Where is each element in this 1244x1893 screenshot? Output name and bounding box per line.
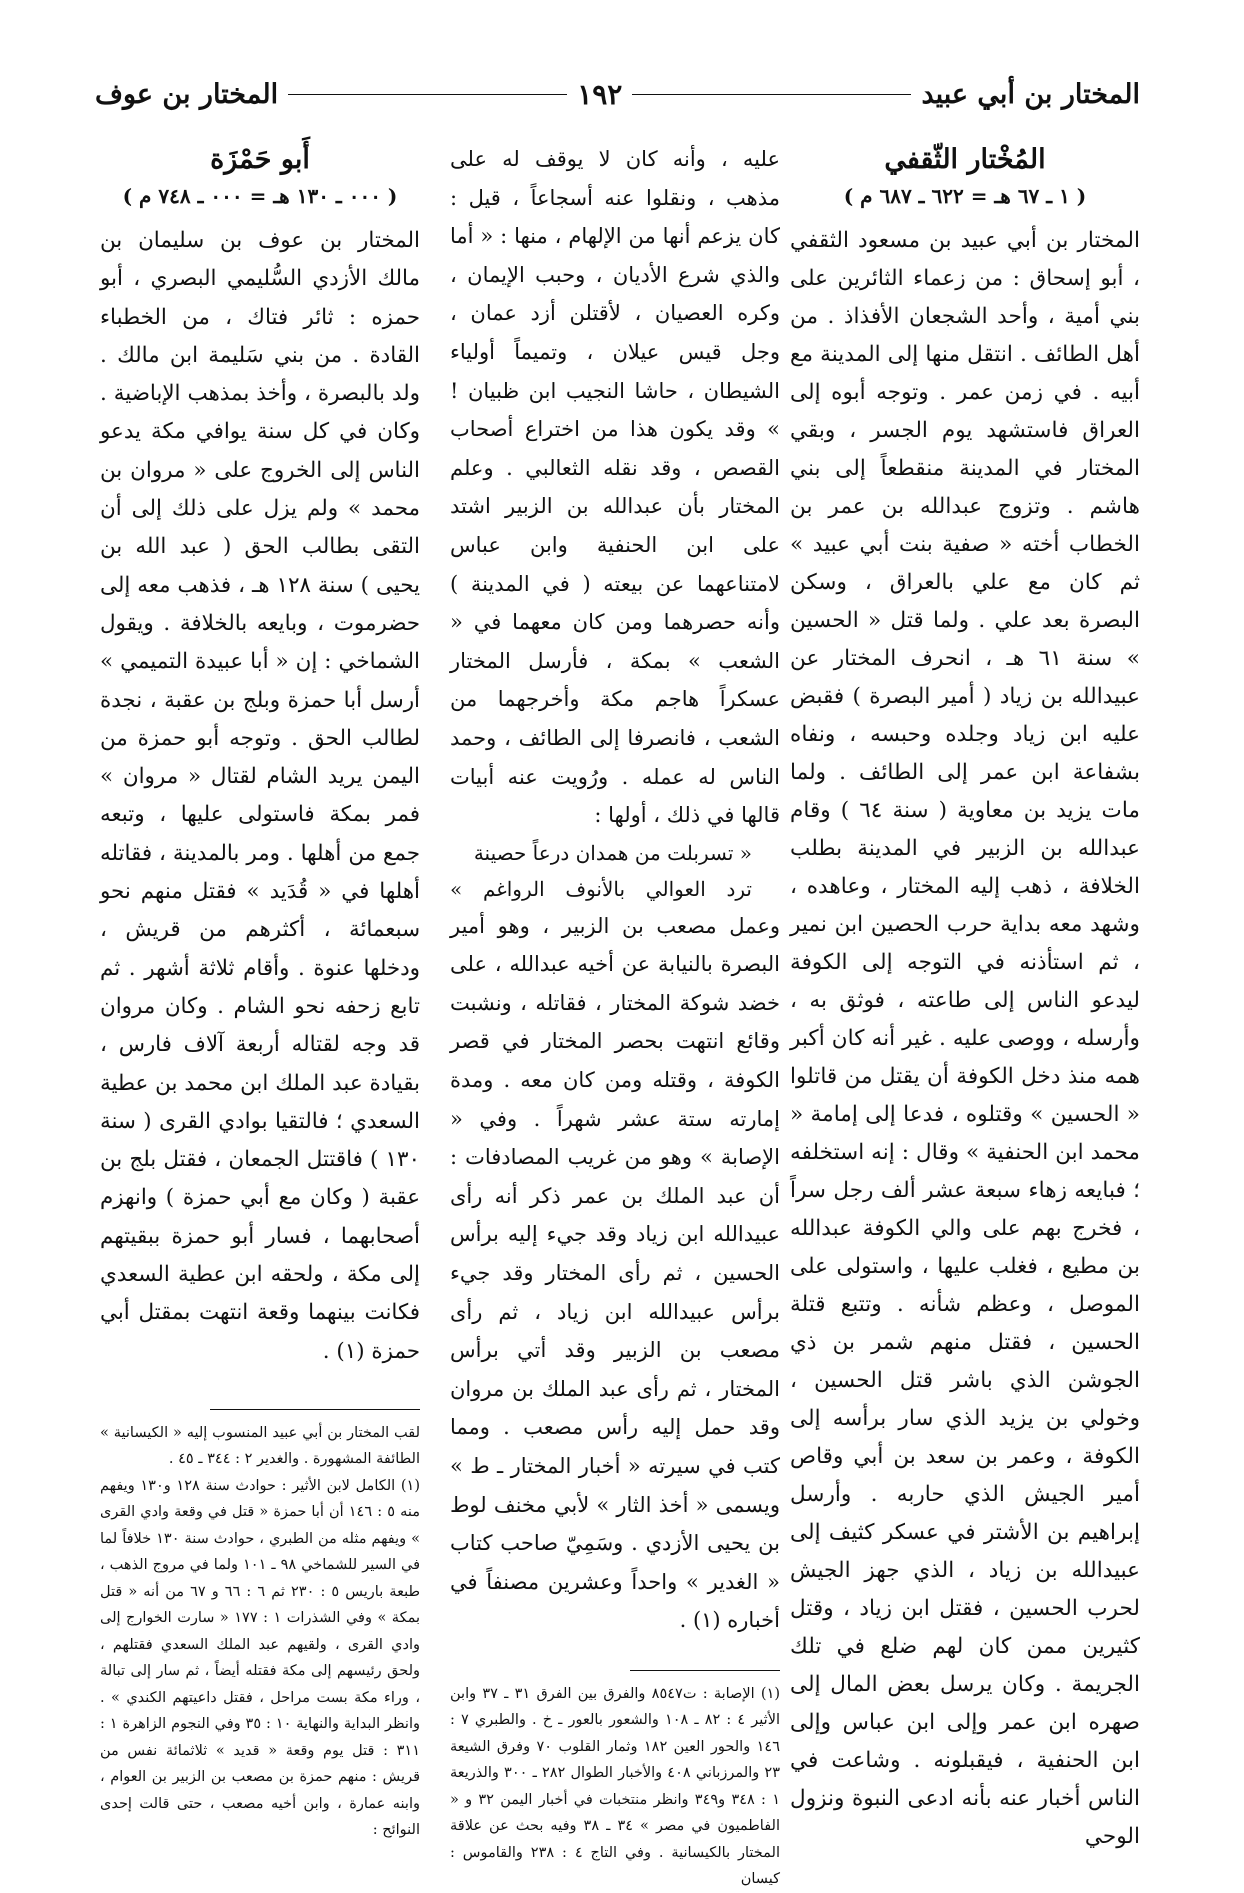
column-middle xyxy=(450,140,780,1893)
footnote-abu-hamza: (١) الكامل لابن الأثير : حوادث سنة ١٢٨ و١٣٠ ويفهم منه ٥ : ١٤٦ أن أبا حمزة « قتل في وقعة وادي القرى » ويفهم مثله من الطبري ، حوادث سنة ١٣٠ خلافاً لما في السير للشماخي ٩٨ ـ ١٠١ ولما في مروج الذهب ، طبعة باريس ٥ : ٢٣٠ ثم ٦ : ٦٦ و ٦٧ من أنه « قتل بمكة » وفي الشذرات ١ : ١٧٧ « سارت الخوارج إلى وادي القرى ، ولقيهم عبد الملك السعدي فقتلهم ، ولحق رئيسهم إلى مكة فقتله أيضاً ، ثم سار إلى تبالة ، وراء مكة بست مراحل ، فقتل داعيتهم الكندي » . وانظر البداية والنهاية ١٠ : ٣٥ وفي النجوم الزاهرة ١ : ٣١١ : قتل يوم وقعة « قديد » ثلاثمائة نفس من قريش : منهم حمزة بن مصعب بن الزبير بن العوام ، وابنه عمارة ، وابن أخيه مصعب ، حتى قالت إحدى النوائح : xyxy=(100,1477,421,1839)
entry-body-abu-hamza: المختار بن عوف بن سليمان بن مالك الأزدي السُّليمي البصري ، أبو حمزه : ثائر فتاك ، من الخطباء القادة . من بني سَليمة ابن مالك . ولد بالبصرة ، وأخذ بمذهب الإباضية . وكان في كل سنة يوافي مكة يدعو الناس إلى الخروج على « مروان بن محمد » ولم يزل على ذلك إلى أن التقى بطالب الحق ( عبد الله بن يحيى ) سنة ١٢٨ هـ ، فذهب معه إلى حضرموت ، وبايعه بالخلافة . ويقول الشماخي : إن « أبا عبيدة التميمي » أرسل أبا حمزة وبلج بن عقبة ، نجدة لطالب الحق . وتوجه أبو حمزة من اليمن يريد الشام لقتال « مروان » فمر بمكة فاستولى عليها ، وتبعه جمع من أهلها . ومر بالمدينة ، فقاتله أهلها في « قُدَيد » فقتل منهم نحو سبعمائة ، أكثرهم من قريش ، ودخلها عنوة . وأقام ثلاثة أشهر . ثم تابع زحفه نحو الشام . وكان مروان قد وجه لقتاله أربعة آلاف فارس ، بقيادة عبد الملك ابن محمد بن عطية السعدي ؛ فالتقيا بوادي القرى ( سنة ١٣٠ ) فاقتتل الجمعان ، فقتل بلج بن عقبة ( وكان مع أبي حمزة ) وانهزم أصحابهما ، فسار أبو حمزة ببقيتهم إلى مكة ، ولحقه ابن عطية السعدي فكانت بينهما وقعة انتهت بمقتل أبي حمزة (١) . xyxy=(100,228,420,1364)
footnote-rule xyxy=(630,1670,780,1671)
page-header xyxy=(95,70,1140,118)
entry-dates-abu-hamza: ( ٠٠٠ ـ ١٣٠ هـ = ٠٠٠ ـ ٧٤٨ م ) xyxy=(122,184,398,208)
verse-line-1: « تسربلت من همدان درعاً حصينة xyxy=(473,840,752,865)
running-title-left: المختار بن عوف xyxy=(94,78,279,110)
column-left xyxy=(100,140,420,1844)
running-title-right: المختار بن أبي عبيد xyxy=(921,78,1140,110)
page-number: ١٩٢ xyxy=(577,77,623,111)
footnote-continued: لقب المختار بن أبي عبيد المنسوب إليه « الكيسانية » الطائفة المشهورة . والغدير ٢ : ٣٤٤ ـ ٤٥ . xyxy=(100,1424,420,1468)
header-rule-right xyxy=(632,94,911,95)
verse-line-2: ترد العوالي بالأنوف الرواغم » xyxy=(450,876,752,901)
footnote-rule xyxy=(210,1409,420,1410)
column-right xyxy=(790,140,1140,1856)
entry-title-abu-hamza: أَبو حَمْزَة xyxy=(210,144,310,175)
header-rule-left xyxy=(288,94,567,95)
entry-body-mukhtar-thaqafi: المختار بن أبي عبيد بن مسعود الثقفي ، أبو إسحاق : من زعماء الثائرين على بني أمية ، وأحد الشجعان الأفذاذ . من أهل الطائف . انتقل منها إلى المدينة مع أبيه . في زمن عمر . وتوجه أبوه إلى العراق فاستشهد يوم الجسر ، وبقي المختار في المدينة منقطعاً إلى بني هاشم . وتزوج عبدالله بن عمر بن الخطاب أخته « صفية بنت أبي عبيد » ثم كان مع علي بالعراق ، وسكن البصرة بعد علي . ولما قتل « الحسين » سنة ٦١ هـ ، انحرف المختار عن عبيدالله بن زياد ( أمير البصرة ) فقبض عليه ابن زياد وجلده وحبسه ، ونفاه بشفاعة ابن عمر إلى الطائف . ولما مات يزيد بن معاوية ( سنة ٦٤ ) وقام عبدالله بن الزبير في المدينة بطلب الخلافة ، ذهب إليه المختار ، وعاهده ، وشهد معه بداية حرب الحصين ابن نمير ، ثم استأذنه في التوجه إلى الكوفة ليدعو الناس إلى طاعته ، فوثق به ، وأرسله ، ووصى عليه . غير أنه كان أكبر همه منذ دخل الكوفة أن يقتل من قاتلوا « الحسين » وقتلوه ، فدعا إلى إمامة « محمد ابن الحنفية » وقال : إنه استخلفه ؛ فبايعه زهاء سبعة عشر ألف رجل سراً ، فخرج بهم على والي الكوفة عبدالله بن مطيع ، فغلب عليها ، واستولى على الموصل ، وعظم شأنه . وتتبع قتلة الحسين ، فقتل منهم شمر بن ذي الجوشن الذي باشر قتل الحسين ، وخولي بن يزيد الذي سار برأسه إلى الكوفة ، وعمر بن سعد بن أبي وقاص أمير الجيش الذي حاربه . وأرسل إبراهيم بن الأشتر في عسكر كثيف إلى عبيدالله بن زياد ، الذي جهز الجيش لحرب الحسين ، فقتل ابن زياد ، وقتل كثيرين ممن كان لهم ضلع في تلك الجريمة . وكان يرسل بعض المال إلى صهره ابن عمر وإلى ابن عباس وإلى ابن الحنفية ، فيقبلونه . وشاعت في الناس أخبار عنه بأنه ادعى النبوة ونزول الوحي xyxy=(790,228,1140,1849)
footnote-mukhtar-thaqafi: (١) الإصابة : ت٨٥٤٧ والفرق بين الفرق ٣١ ـ ٣٧ وابن الأثير ٤ : ٨٢ ـ ١٠٨ والشعور بالعور ـ خ . والطبري ٧ : ١٤٦ والحور العين ١٨٢ وثمار القلوب ٧٠ وفرق الشيعة ٢٣ والمرزباني ٤٠٨ والأخبار الطوال ٢٨٢ ـ ٣٠٠ والذريعة ١ : ٣٤٨ و٣٤٩ وانظر منتخبات في أخبار اليمن ٣٢ و « الفاطميون في مصر » ٣٤ ـ ٣٨ وفيه بحث عن علاقة المختار بالكيسانية . وفي التاج ٤ : ٢٣٨ والقاموس : كيسان xyxy=(450,1685,781,1888)
entry-title-mukhtar-thaqafi: المُخْتار الثّقفي xyxy=(884,144,1046,175)
entry-body-continued-2: وعمل مصعب بن الزبير ، وهو أمير البصرة بالنيابة عن أخيه عبدالله ، على خضد شوكة المختار ، فقاتله ، ونشبت وقائع انتهت بحصر المختار في قصر الكوفة ، وقتله ومن كان معه . ومدة إمارته ستة عشر شهراً . وفي « الإصابة » وهو من غريب المصادفات : أن عبد الملك بن عمر ذكر أنه رأى عبيدالله ابن زياد وقد جيء إليه برأس الحسين ، ثم رأى المختار وقد جيء برأس عبيدالله ابن زياد ، ثم رأى مصعب بن الزبير وقد أتي برأس المختار ، ثم رأى عبد الملك بن مروان وقد حمل إليه رأس مصعب . ومما كتب في سيرته « أخبار المختار ـ ط » ويسمى « أخذ الثار » لأبي مخنف لوط بن يحيى الأزدي . وسَمِيّ صاحب كتاب « الغدير » واحداً وعشرين مصنفاً في أخباره (١) . xyxy=(450,913,780,1633)
entry-body-continued: عليه ، وأنه كان لا يوقف له على مذهب ، ونقلوا عنه أسجاعاً ، قيل : كان يزعم أنها من الإلهام ، منها : « أما والذي شرع الأديان ، وحبب الإيمان ، وكره العصيان ، لأقتلن أزد عمان ، وجل قيس عيلان ، وتميماً أولياء الشيطان ، حاشا النجيب ابن ظبيان ! » وقد يكون هذا من اختراع أصحاب القصص ، وقد نقله الثعالبي . وعلم المختار بأن عبدالله بن الزبير اشتد على ابن الحنفية وابن عباس لامتناعهما عن بيعته ( في المدينة ) وأنه حصرهما ومن كان معهما في « الشعب » بمكة ، فأرسل المختار عسكراً هاجم مكة وأخرجهما من الشعب ، فانصرفا إلى الطائف ، وحمد الناس له عمله . ورُويت عنه أبيات قالها في ذلك ، أولها : xyxy=(450,147,780,828)
entry-dates-mukhtar-thaqafi: ( ١ ـ ٦٧ هـ = ٦٢٢ ـ ٦٨٧ م ) xyxy=(843,184,1087,208)
